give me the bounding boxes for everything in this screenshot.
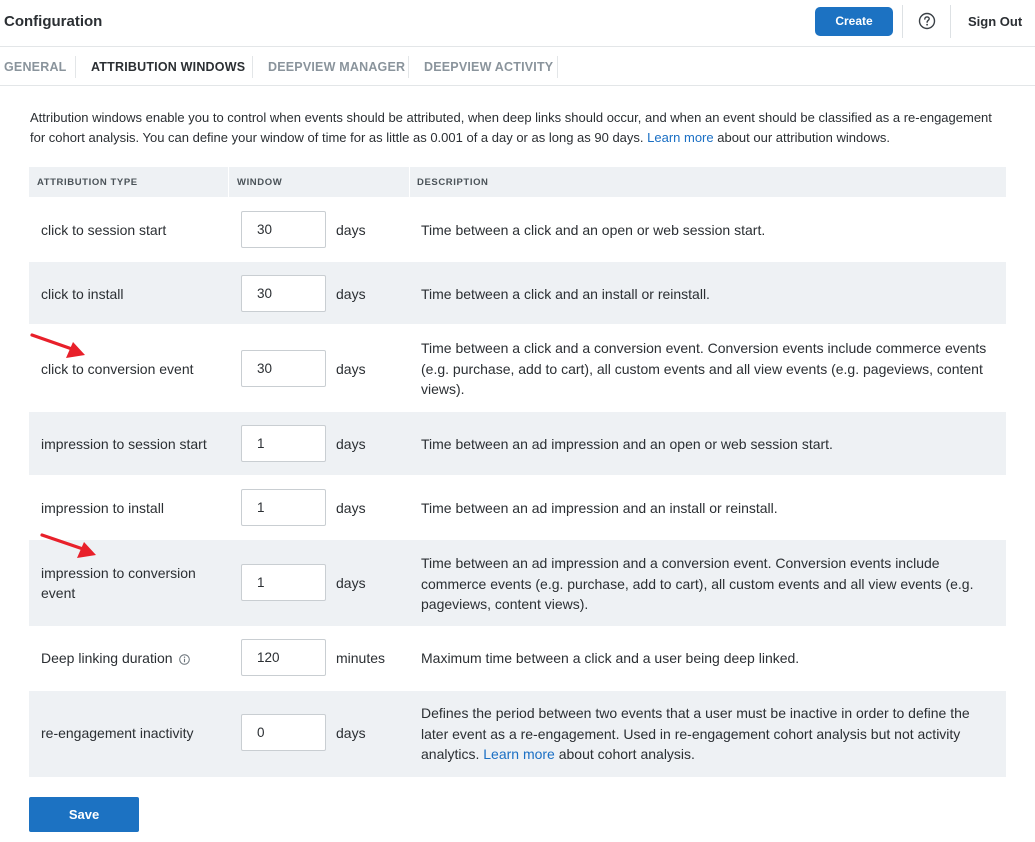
intro-text [30,108,1010,148]
column-divider [228,167,229,197]
info-icon[interactable] [179,654,190,665]
row-description: Time between an ad impression and an install or reinstall. [421,500,778,516]
tab-deepview-activity[interactable]: DEEPVIEW ACTIVITY [424,60,554,74]
column-header-description: DESCRIPTION [417,177,489,188]
window-input-impression-to-session-start[interactable] [241,425,326,462]
attribution-type: impression to conversion event [41,565,196,601]
window-unit: days [336,500,366,516]
window-unit: days [336,222,366,238]
tab-divider [75,56,76,78]
window-input-impression-to-conversion-event[interactable] [241,564,326,601]
annotation-arrow-icon [28,330,88,360]
window-unit: minutes [336,650,386,666]
divider [950,5,951,38]
window-input-click-to-session-start[interactable] [241,211,326,248]
window-input-deep-linking-duration[interactable] [241,639,326,676]
table-row [29,476,1006,539]
row-description: Time between an ad impression and a conversion event. Conversion events include commerce events (e.g. purchase, add to cart), all custom events and all view events (e.g. pageviews, content views). [421,555,974,612]
learn-more-link[interactable]: Learn more [647,130,714,145]
row-description: Time between an ad impression and an open or web session start. [421,436,833,452]
window-unit: days [336,361,366,377]
attribution-type: impression to install [41,500,164,516]
row-description: Time between a click and an install or reinstall. [421,286,710,302]
row-description: Time between a click and a conversion event. Conversion events include commerce events (e.g. purchase, add to cart), all custom events and all view events (e.g. pageviews, content views). [421,340,987,397]
create-button[interactable]: Create [815,7,893,36]
page-title: Configuration [4,13,103,30]
tab-divider [252,56,253,78]
window-unit: days [336,286,366,302]
row-description [421,703,991,765]
row-description-tail: about cohort analysis. [554,746,695,762]
column-header-window: WINDOW [237,177,283,188]
intro-text-tail: about our attribution windows. [713,130,890,145]
table-row [29,198,1006,262]
tab-divider [408,56,409,78]
tab-general[interactable]: GENERAL [4,60,67,74]
table-row [29,540,1006,626]
sign-out-link[interactable]: Sign Out [968,14,1023,29]
row-description: Maximum time between a click and a user being deep linked. [421,650,800,666]
tab-bar [0,48,1035,86]
window-input-click-to-install[interactable] [241,275,326,312]
window-input-re-engagement-inactivity[interactable] [241,714,326,751]
column-divider [409,167,410,197]
table-row [29,325,1006,411]
tab-attribution-windows[interactable]: ATTRIBUTION WINDOWS [91,60,246,74]
cohort-learn-more-link[interactable]: Learn more [483,746,555,762]
attribution-type: re-engagement inactivity [41,725,194,741]
attribution-type: click to session start [41,222,167,238]
top-bar [0,0,1035,47]
row-description: Time between a click and an open or web session start. [421,222,766,238]
window-input-click-to-conversion-event[interactable] [241,350,326,387]
window-unit: days [336,725,366,741]
deep-linking-label: Deep linking duration [41,650,173,666]
window-unit: days [336,436,366,452]
attribution-type: impression to session start [41,436,207,452]
tab-divider [557,56,558,78]
row-description-body: Defines the period between two events that a user must be inactive in order to define the later event as a re-engagement. Used in re-engagement cohort analysis but not activity analytics. [421,705,970,762]
tab-deepview-manager[interactable]: DEEPVIEW MANAGER [268,60,406,74]
window-input-impression-to-install[interactable] [241,489,326,526]
window-unit: days [336,575,366,591]
column-header-attribution-type: ATTRIBUTION TYPE [37,177,138,188]
table-row [29,627,1006,690]
table-row [29,412,1006,475]
attribution-type: click to conversion event [41,361,194,377]
attribution-type: click to install [41,286,124,302]
annotation-arrow-icon [38,530,100,560]
help-icon[interactable] [918,12,936,30]
table-row [29,262,1006,324]
table-row [29,691,1006,777]
divider [902,5,903,38]
save-button[interactable]: Save [29,797,139,832]
table-header [29,167,1006,197]
intro-text-body: Attribution windows enable you to control when events should be attributed, when deep links should occur, and when an event should be classified as a re-engagement for cohort analysis. You can define your window of time for as little as 0.001 of a day or as long as 90 days. [30,110,992,145]
attribution-type [41,648,190,668]
